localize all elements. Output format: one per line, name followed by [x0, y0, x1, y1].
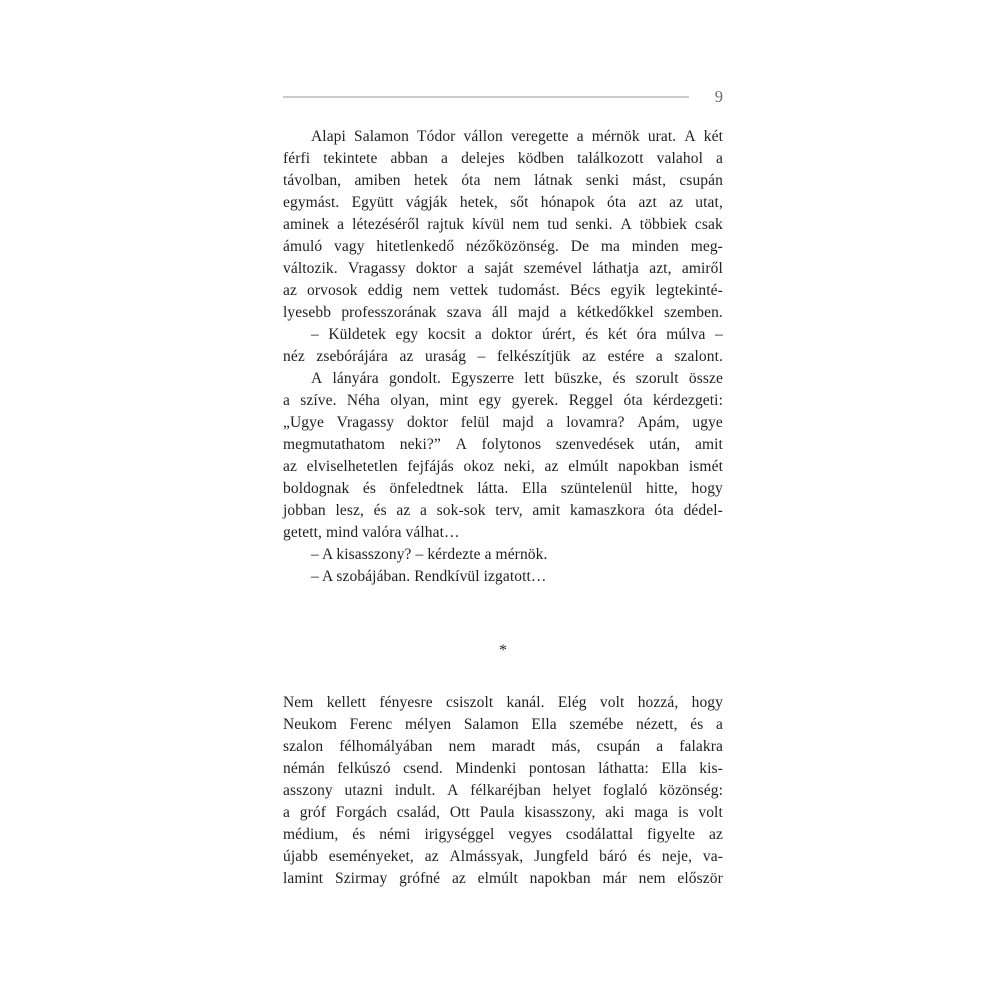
text-line: médium, és némi irigységgel vegyes csodálattal figyelte az	[283, 826, 723, 843]
text-line: egymást. Együtt vágják hetek, sőt hónapok óta azt az utat,	[283, 194, 723, 211]
text-line: – A kisasszony? – kérdezte a mérnök.	[311, 546, 548, 563]
text-line: újabb eseményeket, az Almássyak, Jungfeld báró és neje, va-	[283, 848, 723, 865]
text-line: néz zsebórájára az uraság – felkészítjük az estére a szalont.	[283, 348, 723, 365]
paragraph	[283, 368, 723, 544]
text-line: lyesebb professzorának szava áll majd a kétkedőkkel szemben.	[283, 304, 723, 321]
text-line: asszony utazni indult. A félkaréjban helyet foglaló közönség:	[283, 782, 723, 799]
text-line: jobban lesz, és az a sok-sok terv, amit kamaszkora óta dédel-	[283, 502, 723, 519]
text-line: – A szobájában. Rendkívül izgatott…	[311, 568, 547, 585]
text-line: aminek a létezéséről rajtuk kívül nem tud senki. A többiek csak	[283, 216, 723, 233]
text-line: a gróf Forgách család, Ott Paula kisasszony, aki maga is volt	[283, 804, 723, 821]
text-line: boldognak és önfeledtnek látta. Ella szüntelenül hitte, hogy	[283, 480, 723, 497]
section-break: *	[498, 642, 508, 659]
text-line: „Ugye Vragassy doktor felül majd a lovamra? Apám, ugye	[283, 414, 723, 431]
paragraph	[283, 126, 723, 324]
paragraph	[283, 566, 723, 588]
text-line: ámuló vagy hitetlenkedő nézőközönség. De ma minden meg-	[283, 238, 723, 255]
text-line: a szíve. Néha olyan, mint egy gyerek. Reggel óta kérdezgeti:	[283, 392, 723, 409]
text-line: az elviselhetetlen fejfájás okoz neki, az elmúlt napokban ismét	[283, 458, 723, 475]
text-line: Nem kellett fényesre csiszolt kanál. Elég volt hozzá, hogy	[283, 694, 723, 711]
text-block	[283, 126, 723, 890]
text-line: getett, mind valóra válhat…	[283, 524, 460, 541]
text-line: A lányára gondolt. Egyszerre lett büszke, és szorult össze	[311, 370, 723, 387]
paragraph	[283, 544, 723, 566]
text-line: az orvosok eddig nem vettek tudomást. Bécs egyik legtekinté-	[283, 282, 723, 299]
text-line: Neukom Ferenc mélyen Salamon Ella szemébe nézett, és a	[283, 716, 723, 733]
text-line: férfi tekintete abban a delejes ködben találkozott valahol a	[283, 150, 723, 167]
header-rule	[283, 96, 689, 98]
text-line: némán felkúszó csend. Mindenki pontosan láthatta: Ella kis-	[283, 760, 723, 777]
text-line: – Küldetek egy kocsit a doktor úrért, és két óra múlva –	[311, 326, 723, 343]
text-line: távolban, amiben hetek óta nem látnak senki mást, csupán	[283, 172, 723, 189]
page-number: 9	[714, 87, 723, 106]
text-line: Alapi Salamon Tódor vállon veregette a mérnök urat. A két	[311, 128, 723, 145]
text-line: szalon félhomályában nem maradt más, csupán a falakra	[283, 738, 723, 755]
text-line: megmutathatom neki?” A folytonos szenvedések után, amit	[283, 436, 723, 453]
page-header	[283, 87, 723, 107]
paragraph	[283, 692, 723, 890]
text-line: változik. Vragassy doktor a saját szemével láthatja azt, amiről	[283, 260, 723, 277]
text-line: lamint Szirmay grófné az elmúlt napokban már nem először	[283, 870, 723, 887]
paragraph	[283, 324, 723, 368]
